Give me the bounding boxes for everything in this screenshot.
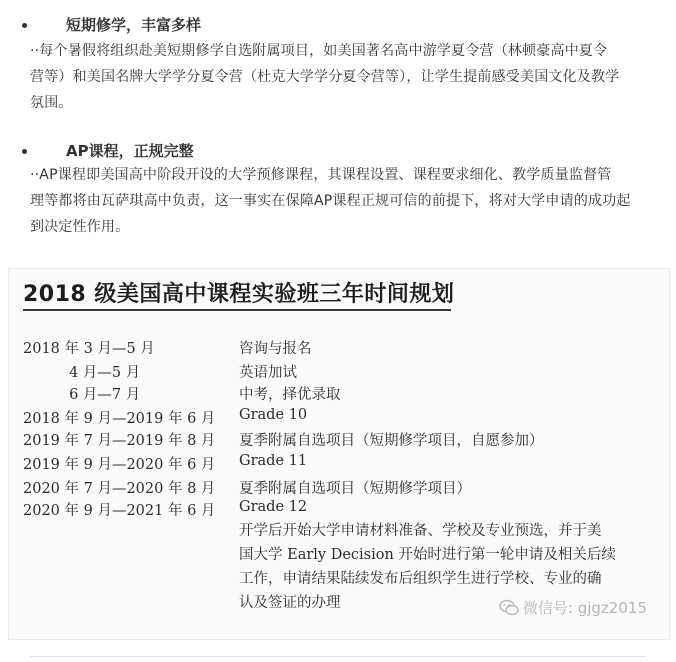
- section-paragraph: [30, 38, 670, 116]
- paragraph-line: 理等都将由瓦萨琪高中负责，这一事实在保障AP课程正规可信的前提下，将对大学申请的成功起: [30, 193, 631, 209]
- schedule-row: [9, 453, 669, 477]
- schedule-date: 6 月—7 月: [23, 387, 141, 403]
- schedule-date: 2019 年 7 月—2019 年 8 月: [23, 433, 216, 449]
- schedule-date: 2020 年 7 月—2020 年 8 月: [23, 481, 216, 497]
- schedule-date: 2018 年 9 月—2019 年 6 月: [23, 411, 216, 427]
- schedule-item: 中考，择优录取: [239, 387, 341, 403]
- schedule-item: Grade 12: [239, 499, 308, 515]
- section-heading: AP课程，正规完整: [66, 142, 194, 160]
- schedule-item: 夏季附属自选项目（短期修学项目，自愿参加）: [239, 433, 544, 449]
- paragraph-line: 营等）和美国名牌大学学分夏令营（杜克大学学分夏令营等），让学生提前感受美国文化及教学: [30, 69, 620, 85]
- section-heading: 短期修学，丰富多样: [66, 16, 202, 34]
- schedule-document-image: [8, 268, 670, 640]
- schedule-item: 咨询与报名: [239, 341, 312, 357]
- schedule-date: 2020 年 9 月—2021 年 6 月: [23, 503, 216, 519]
- schedule-date: 4 月—5 月: [23, 365, 141, 381]
- schedule-row: [9, 429, 669, 453]
- wechat-icon: [499, 599, 519, 621]
- wechat-watermark: [499, 597, 647, 621]
- paragraph-line: ··AP课程即美国高中阶段开设的大学预修课程，其课程设置、课程要求细化、教学质量监督管: [30, 167, 612, 183]
- schedule-date: 2019 年 9 月—2020 年 6 月: [23, 457, 216, 473]
- schedule-row: [9, 477, 669, 501]
- paragraph-line: ··每个暑假将组织赴美短期修学自选附属项目，如美国著名高中游学夏令营（林顿豪高中夏令: [30, 43, 608, 59]
- schedule-item: 英语加试: [239, 365, 297, 381]
- paragraph-line: 到决定性作用。: [30, 219, 130, 235]
- description-line: 工作，申请结果陆续发布后组织学生进行学校、专业的确: [239, 571, 602, 587]
- paragraph-line: 氛围。: [30, 95, 73, 111]
- schedule-item: Grade 11: [239, 453, 308, 469]
- document-title: 2018 级美国高中课程实验班三年时间规划: [23, 282, 455, 307]
- description-line: 国大学 Early Decision 开始时进行第一轮申请及相关后续: [239, 547, 616, 563]
- bottom-divider: [30, 656, 646, 657]
- schedule-row: [9, 337, 669, 361]
- watermark-text: 微信号: gjgz2015: [522, 599, 647, 617]
- bullet-icon: [22, 23, 27, 28]
- schedule-row: [9, 383, 669, 407]
- schedule-row: [9, 407, 669, 431]
- description-line: 认及签证的办理: [239, 595, 341, 611]
- description-line: 开学后开始大学申请材料准备、学校及专业预选，并于美: [239, 523, 602, 539]
- schedule-item: Grade 10: [239, 407, 308, 423]
- schedule-date: 2018 年 3 月—5 月: [23, 341, 155, 357]
- schedule-item: 夏季附属自选项目（短期修学项目）: [239, 481, 471, 497]
- schedule-row: [9, 361, 669, 385]
- bullet-icon: [22, 149, 27, 154]
- title-underline: [23, 309, 451, 311]
- section-paragraph: [30, 162, 670, 240]
